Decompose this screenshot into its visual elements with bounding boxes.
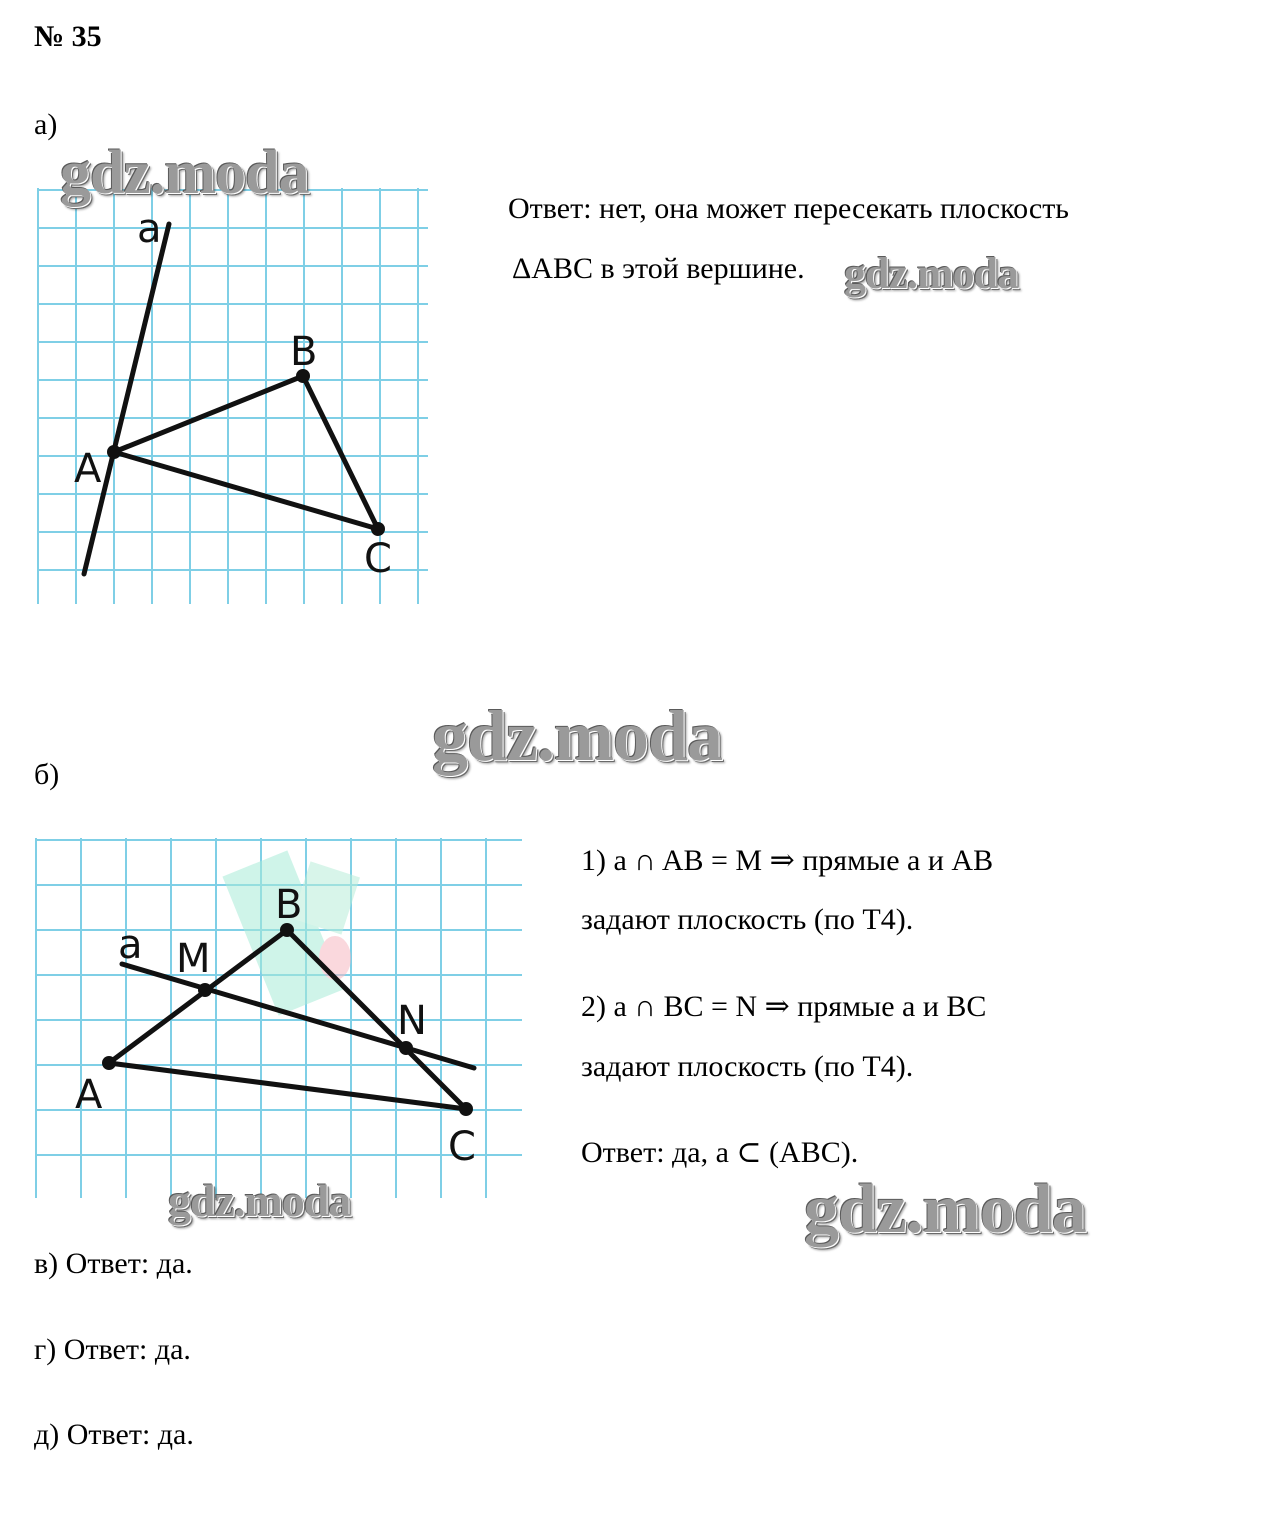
watermark-logo: gdz.moda <box>804 1171 1086 1248</box>
watermark-logo: gdz.moda <box>60 139 309 207</box>
label-line-a: a <box>137 206 162 252</box>
part-a-answer-line2: ΔABC в этой вершине. <box>512 252 805 285</box>
label-line-a: a <box>118 922 143 968</box>
point-m <box>198 983 212 997</box>
part-b-step2-line1: 2) a ∩ BC = N ⇒ прямые a и BC <box>581 990 987 1023</box>
label-m: M <box>176 936 211 982</box>
label-c: C <box>448 1124 476 1170</box>
watermark-logo: gdz.moda <box>844 249 1019 298</box>
problem-number: № 35 <box>34 20 102 53</box>
segment-ac <box>109 1063 466 1109</box>
part-d-answer: д) Ответ: да. <box>34 1418 194 1451</box>
part-g-answer: г) Ответ: да. <box>34 1333 191 1366</box>
part-b-step1-line2: задают плоскость (по Т4). <box>581 903 914 936</box>
watermark-logo: gdz.moda <box>168 1175 351 1226</box>
part-b-label: б) <box>34 758 60 791</box>
part-a-answer-line1: Ответ: нет, она может пересекать плоскость <box>508 192 1069 225</box>
label-n: N <box>397 998 427 1044</box>
label-a: A <box>75 1072 103 1118</box>
part-b-step2-line2: задают плоскость (по Т4). <box>581 1050 914 1083</box>
label-b: B <box>275 882 303 928</box>
label-c: C <box>364 536 392 582</box>
point-c <box>459 1102 473 1116</box>
part-b-step1-line1: 1) a ∩ AB = M ⇒ прямые a и AB <box>581 844 994 877</box>
point-a <box>102 1056 116 1070</box>
part-v-answer: в) Ответ: да. <box>34 1247 193 1280</box>
part-b-answer: Ответ: да, a ⊂ (ABC). <box>581 1136 859 1169</box>
part-a-label: а) <box>34 108 58 141</box>
label-b: B <box>290 329 318 375</box>
watermark-logo: gdz.moda <box>432 696 723 776</box>
label-a: A <box>74 446 102 492</box>
